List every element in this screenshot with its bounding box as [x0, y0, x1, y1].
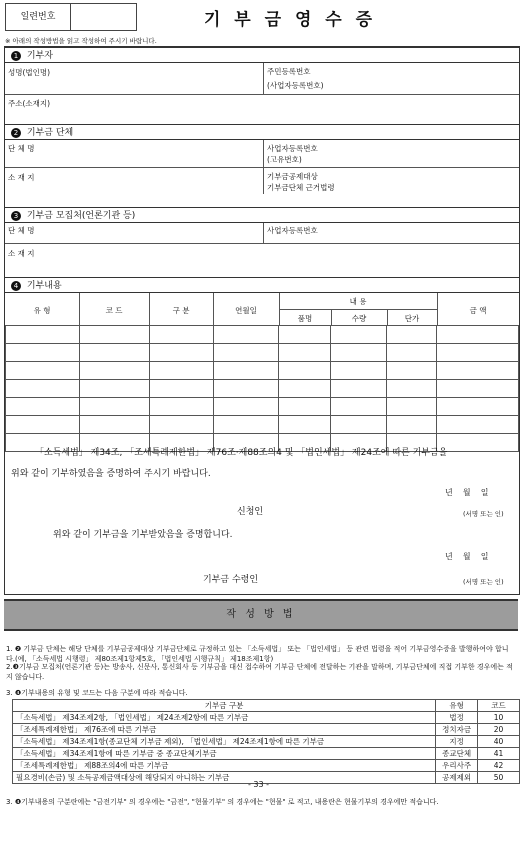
receiver-sign-hint: (서명 또는 인)	[463, 578, 504, 586]
howto-paragraph-3: 3. ❹기부내용의 유형 및 코드는 다음 구분에 따라 적습니다.	[6, 689, 188, 697]
table-cell: 법정	[436, 712, 478, 724]
table-cell: 41	[478, 748, 520, 760]
howto-paragraph-2: 2.❸기부금 모집처(언론기관 등)는 방송사, 신문사, 통신회사 등 기부금을 대신 접수하여 기부금 단체에 전달하는 기관을 말하며, 기부금단체에 직접 기부한 경우에는 적지 않습니다.	[6, 663, 513, 681]
serial-number-label: 일련번호	[6, 4, 71, 30]
applicant-label: 신청인	[237, 507, 264, 517]
divider	[5, 243, 519, 244]
table-cell: 42	[478, 760, 520, 772]
divider	[263, 63, 264, 94]
collector-location-label: 소 재 지	[8, 249, 35, 258]
section-title: 기부자	[26, 51, 53, 61]
code-table	[12, 699, 520, 784]
col-qty: 수량	[351, 314, 367, 323]
table-header-row	[13, 700, 520, 712]
donor-bizno-sublabel: (사업자등록번호)	[267, 81, 324, 90]
org-bizno-label: 사업자등록번호	[267, 144, 318, 153]
contents-table	[5, 325, 519, 452]
statement-line-2: 위와 같이 기부하였음을 증명하여 주시기 바랍니다.	[11, 469, 211, 479]
serial-number-box	[5, 3, 137, 31]
applicant-date: 년 월 일	[445, 488, 489, 497]
table-cell: 종교단체	[436, 748, 478, 760]
table-cell: 「소득세법」 제34조제1항(종교단체 기부금 제외), 「법인세법」 제24조제1항에 따른 기부금	[13, 736, 436, 748]
table-cell: 우리사주	[436, 760, 478, 772]
page-title: 기 부 금 영 수 증	[203, 10, 377, 30]
col-date: 연월일	[235, 306, 257, 315]
receiver-date: 년 월 일	[445, 552, 489, 561]
applicant-sign-hint: (서명 또는 인)	[463, 510, 504, 518]
table-row	[13, 748, 520, 760]
table-cell: 「조세특례제한법」 제76조에 따른 기부금	[13, 724, 436, 736]
col-amount: 금 액	[469, 306, 487, 315]
table-cell: 「조세특례제한법」 제88조의4에 따른 기부금	[13, 760, 436, 772]
section-org-header	[5, 124, 519, 140]
section-donor-header	[5, 47, 519, 63]
table-header-cell: 코드	[478, 700, 520, 712]
page-number: - 33 -	[248, 780, 270, 789]
form-frame	[4, 46, 520, 595]
section-number-badge: 2	[11, 128, 21, 138]
section-number-badge: 1	[11, 51, 21, 61]
collector-bizno-label: 사업자등록번호	[267, 226, 318, 235]
instruction-note: ※ 아래의 작성방법을 읽고 작성하여 주시기 바랍니다.	[5, 37, 157, 45]
collector-name-label: 단 체 명	[8, 226, 35, 235]
table-cell: 10	[478, 712, 520, 724]
donor-address-label: 주소(소재지)	[8, 99, 51, 108]
col-class: 구 분	[172, 306, 190, 315]
section-collector-header	[5, 207, 519, 223]
contents-header-row	[5, 293, 519, 326]
divider	[263, 223, 264, 243]
table-row	[6, 398, 519, 416]
table-cell: 공제제외	[436, 772, 478, 784]
divider	[5, 94, 519, 95]
table-cell: 「소득세법」 제34조제2항, 「법인세법」 제24조제2항에 따른 기부금	[13, 712, 436, 724]
col-item: 품명	[297, 314, 313, 323]
org-bizno-sublabel: (고유번호)	[267, 155, 302, 164]
section-contents-header	[5, 277, 519, 293]
org-name-label: 단 체 명	[8, 144, 35, 153]
receiver-label: 기부금 수령인	[203, 575, 259, 585]
section-title: 기부금 단체	[26, 128, 74, 138]
table-cell: 정치자금	[436, 724, 478, 736]
table-row	[13, 760, 520, 772]
howto-title: 작 성 방 법	[4, 599, 518, 631]
table-row	[6, 416, 519, 434]
howto-paragraph-4: 3. ❹기부내용의 구분란에는 "금전기부" 의 경우에는 "금전", "현물기부" 의 경우에는 "현물" 로 적고, 내용란은 현물기부의 경우에만 적습니다.	[6, 798, 439, 806]
table-row	[6, 344, 519, 362]
org-basis-label: 기부금공제대상	[267, 172, 318, 181]
table-row	[6, 326, 519, 344]
table-row	[13, 712, 520, 724]
table-cell: 「소득세법」 제34조제1항에 따른 기부금 중 종교단체기부금	[13, 748, 436, 760]
table-row	[6, 362, 519, 380]
table-cell: 필요경비(손금) 및 소득공제금액대상에 해당되지 아니하는 기부금	[13, 772, 436, 784]
table-row	[13, 724, 520, 736]
receipt-statement: 위와 같이 기부금을 기부받았음을 증명합니다.	[53, 530, 233, 540]
section-number-badge: 3	[11, 211, 21, 221]
donor-id-label: 주민등록번호	[267, 67, 311, 76]
statement-line-1: 「소득세법」 제34조, 「조세특례제한법」 제76조·제88조의4 및 「법인세법」 제24조에 따른 기부금을	[35, 448, 448, 458]
section-title: 기부내용	[26, 281, 62, 291]
col-code: 코 드	[105, 306, 123, 315]
table-cell: 50	[478, 772, 520, 784]
col-unit-price: 단가	[404, 314, 420, 323]
table-row	[13, 736, 520, 748]
table-cell: 40	[478, 736, 520, 748]
table-row	[6, 380, 519, 398]
table-cell: 20	[478, 724, 520, 736]
divider	[5, 167, 519, 168]
table-header-cell: 유형	[436, 700, 478, 712]
table-header-cell: 기부금 구분	[13, 700, 436, 712]
org-location-label: 소 재 지	[8, 173, 35, 182]
col-content: 내 용	[349, 297, 367, 306]
table-cell: 지정	[436, 736, 478, 748]
howto-paragraph-1: 1. ❷ 기부금 단체는 해당 단체를 기부금공제대상 기부금단체로 규정하고 있는 「소득세법」 또는 「법인세법」 등 관련 법령을 적어 기부금영수증을 발행하여야 합니다.(예, 「소득세법 시행령」 제80조제1항제5호, 「법인세법 시행규칙」 제18조제1항)	[6, 645, 509, 663]
donor-name-label: 성명(법인명)	[8, 68, 51, 77]
section-title: 기부금 모집처(언론기관 등)	[26, 211, 136, 221]
col-type: 유 형	[33, 306, 51, 315]
org-basis-sublabel: 기부금단체 근거법령	[267, 183, 335, 192]
section-number-badge: 4	[11, 281, 21, 291]
